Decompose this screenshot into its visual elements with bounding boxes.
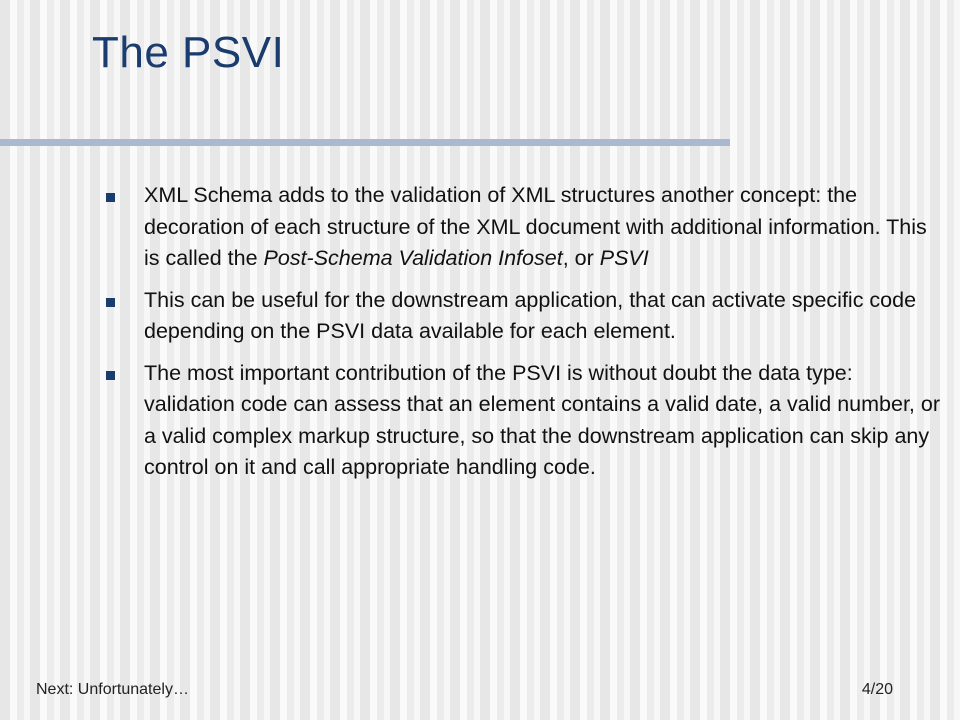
bullet-term-psvi: PSVI <box>599 246 649 270</box>
bullet-text: XML Schema adds to the validation of XML structures another concept: the decoration of each structure of the XML document with additional information. This is called the <box>144 183 927 270</box>
bullet-item-downstream-usefulness <box>106 285 942 348</box>
title-underline-rule <box>0 139 730 146</box>
square-bullet-icon <box>106 298 115 307</box>
bullet-item-psvi-definition <box>106 180 942 275</box>
bullet-text: The most important contribution of the PSVI is without doubt the data type: validation code can assess that an element contains a valid date, a valid number, or a valid complex markup structure, so that the downstream application can skip any control on it and call appropriate handling code. <box>144 360 940 479</box>
bullet-text: This can be useful for the downstream application, that can activate specific code depending on the PSVI data available for each element. <box>144 287 917 343</box>
square-bullet-icon <box>106 371 115 380</box>
bullet-term-post-schema: Post-Schema Validation Infoset <box>263 246 563 270</box>
next-slide-link[interactable]: Next: Unfortunately… <box>36 681 189 698</box>
bullet-list <box>106 180 942 494</box>
bullet-item-data-type-contribution <box>106 358 942 484</box>
slide-title: The PSVI <box>92 28 285 77</box>
square-bullet-icon <box>106 193 115 202</box>
page-indicator: 4/20 <box>861 681 893 698</box>
bullet-text-connector: , or <box>562 246 600 270</box>
